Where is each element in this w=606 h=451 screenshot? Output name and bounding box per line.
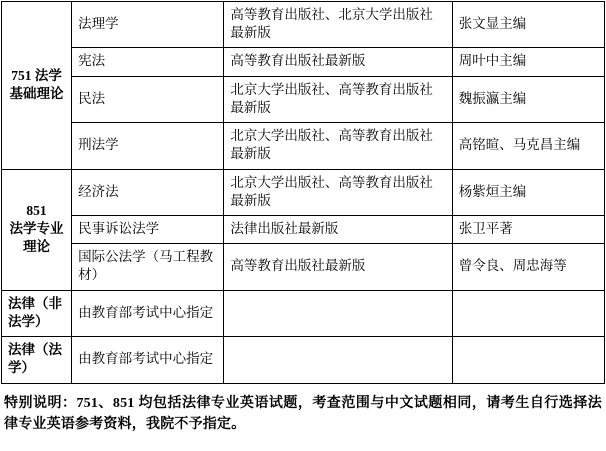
press-cell-empty: [224, 290, 452, 336]
table-row: [2, 76, 605, 122]
press-cell: 高等教育出版社最新版: [224, 244, 452, 290]
press-cell: 北京大学出版社、高等教育出版社最新版: [224, 76, 452, 122]
table-row: [2, 169, 605, 215]
subject-cell: 民法: [72, 76, 224, 122]
subject-cell: 民事诉讼法学: [72, 215, 224, 243]
author-cell: 张文显主编: [452, 2, 604, 48]
table-row: [2, 290, 605, 336]
category-cell-751: 751 法学 基础理论: [2, 2, 72, 170]
table-row: [2, 244, 605, 290]
press-cell: 北京大学出版社、高等教育出版社最新版: [224, 169, 452, 215]
table-row: [2, 123, 605, 169]
author-cell: 张卫平著: [452, 215, 604, 243]
table-row: [2, 215, 605, 243]
press-cell-empty: [224, 337, 452, 383]
subject-cell: 经济法: [72, 169, 224, 215]
author-cell: 曾令良、周忠海等: [452, 244, 604, 290]
author-cell: 杨紫烜主编: [452, 169, 604, 215]
author-cell-empty: [452, 337, 604, 383]
press-cell: 高等教育出版社最新版: [224, 48, 452, 76]
category-cell-law: 法律（法学）: [2, 337, 72, 383]
author-cell: 周叶中主编: [452, 48, 604, 76]
subject-cell: 刑法学: [72, 123, 224, 169]
table-row: [2, 337, 605, 383]
document-page: [0, 1, 606, 451]
subject-cell: 由教育部考试中心指定: [72, 290, 224, 336]
press-cell: 北京大学出版社、高等教育出版社最新版: [224, 123, 452, 169]
author-cell: 魏振瀛主编: [452, 76, 604, 122]
author-cell: 高铭暄、马克昌主编: [452, 123, 604, 169]
special-note: 特别说明：751、851 均包括法律专业英语试题，考查范围与中文试题相同，请考生自行选择法律专业英语参考资料，我院不予指定。: [4, 395, 602, 432]
subject-cell: 法理学: [72, 2, 224, 48]
press-cell: 法律出版社最新版: [224, 215, 452, 243]
subject-cell: 宪法: [72, 48, 224, 76]
press-cell: 高等教育出版社、北京大学出版社最新版: [224, 2, 452, 48]
reference-books-table: [1, 1, 605, 384]
subject-cell: 由教育部考试中心指定: [72, 337, 224, 383]
category-cell-851: 851 法学专业 理论: [2, 169, 72, 290]
author-cell-empty: [452, 290, 604, 336]
category-cell-nonlaw: 法律（非法学）: [2, 290, 72, 336]
subject-cell: 国际公法学（马工程教材）: [72, 244, 224, 290]
table-row: [2, 48, 605, 76]
table-row: [2, 2, 605, 48]
